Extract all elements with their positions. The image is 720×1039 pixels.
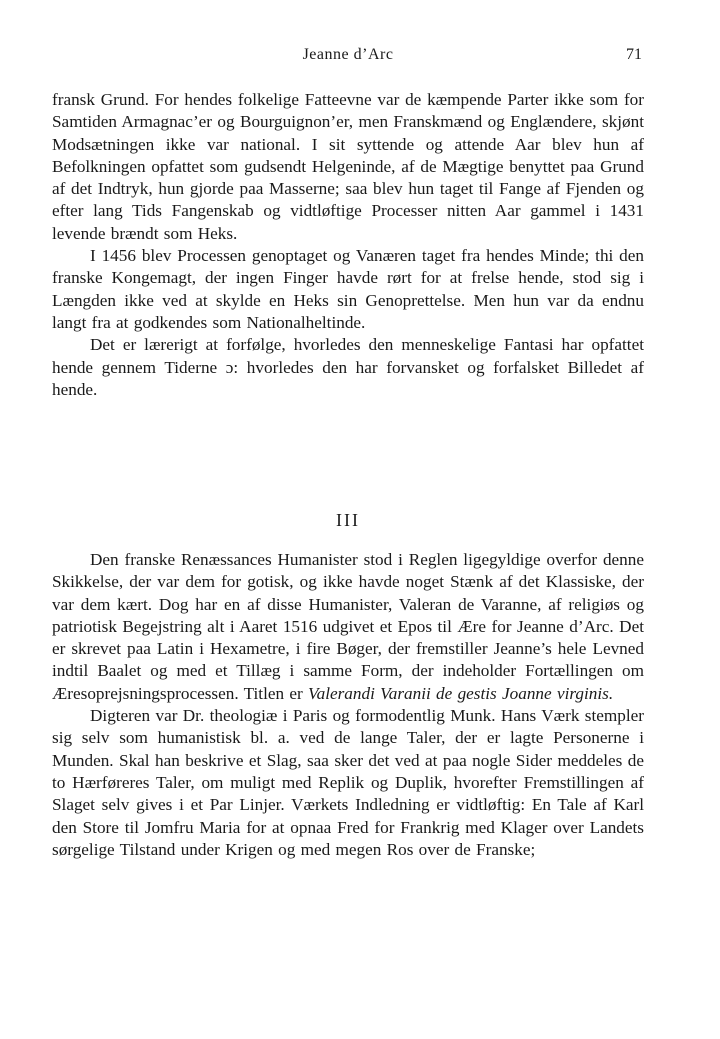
running-title: Jeanne d’Arc (302, 46, 394, 63)
section-2-body (52, 549, 644, 861)
paragraph: Digteren var Dr. theologiæ i Paris og formodentlig Munk. Hans Værk stempler sig selv som humanistisk bl. a. ved de lange Taler, der er lagte Personerne i Munden. Skal han beskrive et Slag, saa sker det ved at paa nogle Sider meddeles de to Hærføreres Taler, om muligt med Replik og Duplik, hvorefter Fremstillingen af Slaget selv gives i et Par Linjer. Værkets Indledning er vidtløftig: En Tale af Karl den Store til Jomfru Maria for at opnaa Fred for Frankrig med Klager over Landets sørgelige Tilstand under Krigen og med megen Ros over de Franske; (52, 706, 644, 859)
page-number: 71 (626, 46, 642, 63)
page-header (52, 46, 644, 68)
paragraph (52, 549, 644, 705)
paragraph: I 1456 blev Processen genoptaget og Vanæren taget fra hendes Minde; thi den franske Kongemagt, der ingen Finger havde rørt for at frelse hende, stod sig i Længden ikke ved at skylde en Heks sin Genoprettelse. Men hun var da endnu langt fra at godkendes som Nationalheltinde. (52, 246, 644, 332)
section-heading: III (336, 510, 360, 530)
paragraph: Det er lærerigt at forfølge, hvorledes den menneskelige Fantasi har opfattet hende gennem Tiderne ɔ: hvorledes den har forvansket og forfalsket Billedet af hende. (52, 335, 644, 399)
paragraph-text: Den franske Renæssances Humanister stod i Reglen ligegyldige overfor denne Skikkelse, der var dem for gotisk, og ikke havde noget Stænk af det Klassiske, der var dem kært. Dog har en af disse Humanister, Valeran de Varanne, af religiøs og patriotisk Begejstring alt i Aaret 1516 udgivet et Epos til Ære for Jeanne d’Arc. Det er skrevet paa Latin i Hexametre, i fire Bøger, der fremstiller Jeanne’s hele Levned indtil Baalet og med et Tillæg i samme Form, der indeholder Fortællingen om Æresoprejsningsprocessen. Titlen er (52, 550, 644, 703)
section-1-body (52, 89, 644, 401)
latin-title: Valerandi Varanii de gestis Joanne virginis. (308, 683, 614, 703)
paragraph-continued: fransk Grund. For hendes folkelige Fatteevne var de kæmpende Parter ikke som for Samtiden Armagnac’er og Bourguignon’er, men Franskmænd og Englændere, skjønt Modsætningen ikke var national. I sit syttende og attende Aar blev hun af Befolkningen opfattet som gudsendt Helgeninde, af de Mægtige benyttet paa Grund af det Indtryk, hun gjorde paa Masserne; saa blev hun taget til Fange af Fjenden og efter lang Tids Fangenskab og vidtløftige Processer nitten Aar gammel i 1431 levende brændt som Heks. (52, 90, 644, 243)
